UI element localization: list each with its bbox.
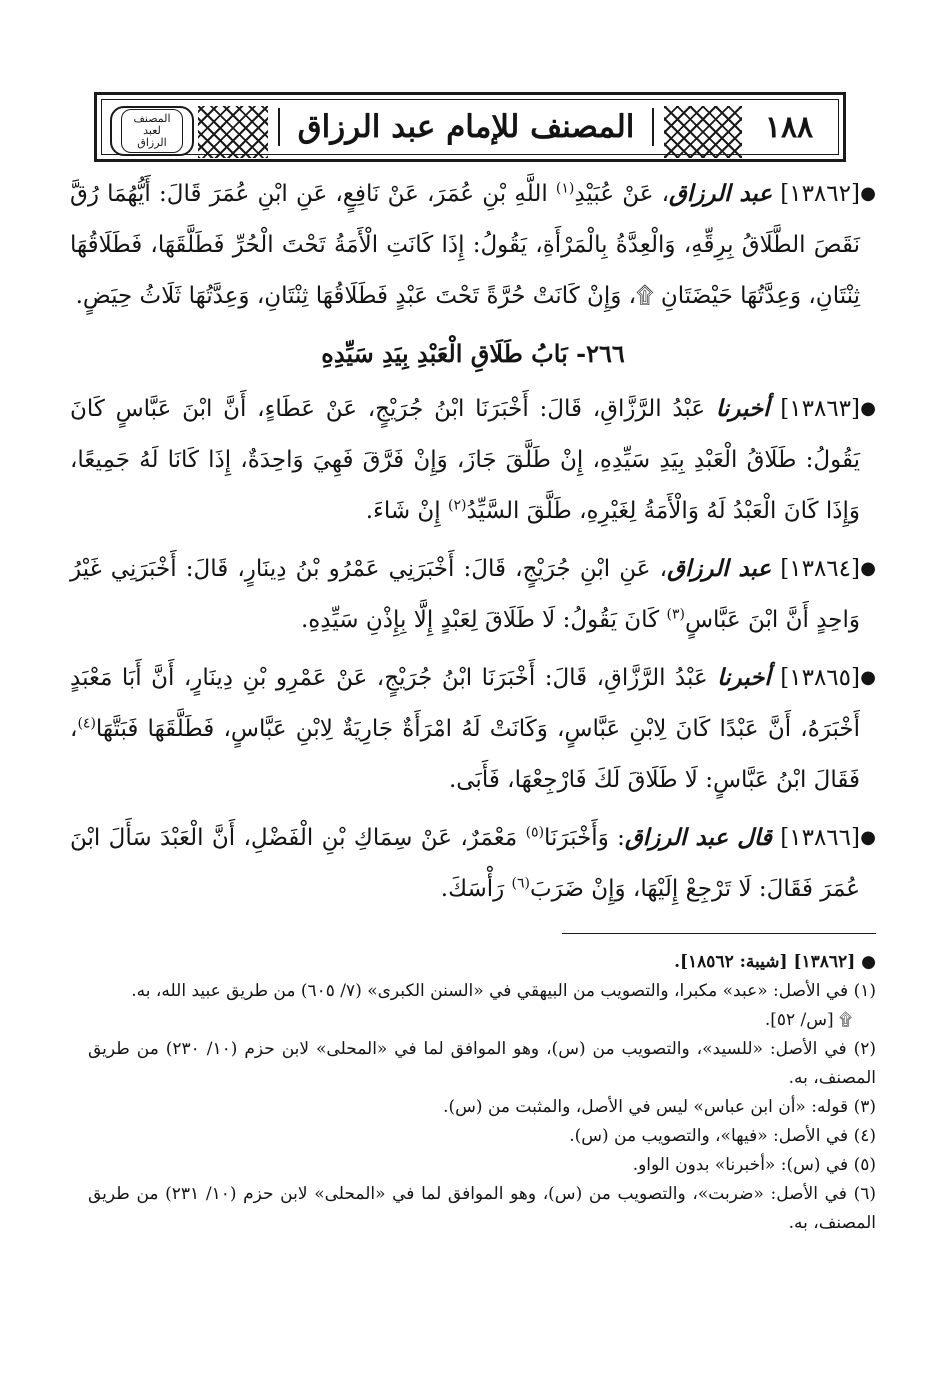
bullet: ● [860, 398, 876, 419]
hadith-13862 [70, 168, 876, 322]
author-name: أخبرنا [717, 664, 771, 691]
ornament-left [198, 106, 268, 158]
footnote-1: (١) في الأصل: «عبد» مكبرا، والتصويب من البيهقي في «السنن الكبرى» (٧/ ٦٠٥) من طريق عبيد الله، به. [131, 981, 876, 1001]
hadith-13865 [70, 652, 876, 806]
footnote-6: (٦) في الأصل: «ضربت»، والتصويب من (س)، وهو الموافق لما في «المحلى» لابن حزم (١٠/ ٢٣١) من طريق المصنف، به. [88, 1184, 876, 1233]
bullet: ● [860, 183, 876, 204]
hadith-text: مَعْمَرٌ، عَنْ سِمَاكِ بْنِ الْفَضْلِ، أَنَّ الْعَبْدَ سَأَلَ ابْنَ عُمَرَ فَقَالَ: لَا تَرْجِعْ إِلَيْهَا، وَإِنْ ضَرَبَ [70, 825, 860, 902]
main-text [70, 168, 876, 921]
seal-inner [121, 109, 183, 153]
footnote-ref: (١) [555, 180, 575, 197]
author-name: عبد الرزاق [667, 555, 772, 582]
bullet: ● [860, 827, 876, 848]
hadith-text: عَبْدُ الرَّزَّاقِ، قَالَ: أَخْبَرَنَا ابْنُ جُرَيْجٍ، عَنْ عَطَاءٍ، أَنَّ ابْنَ عَبَّاسٍ كَانَ يَقُولُ: طَلَاقُ الْعَبْدِ بِيَدِ سَيِّدِهِ، إِنْ طَلَّقَ جَازَ، وَإِنْ فَرَّقَ فَهِيَ وَاحِدَةٌ، إِذَا كَانَا لَهُ جَمِيعًا، وَإِذَا كَانَ الْعَبْدُ لَهُ وَالْأَمَةُ لِغَيْرِهِ، طَلَّقَ السَّيِّدُ [70, 396, 860, 524]
chapter-heading: ٢٦٦- بَابُ طَلَاقِ الْعَبْدِ بِيَدِ سَيِّدِهِ [321, 339, 625, 368]
hadith-text: عَبْدُ الرَّزَّاقِ، قَالَ: أَخْبَرَنَا ابْنُ جُرَيْجٍ، عَنْ عَمْرِو بْنِ دِينَارٍ، أَنَّ أَبَا مَعْبَدٍ أَخْبَرَهُ، أَنَّ عَبْدًا كَانَ لِابْنِ عَبَّاسٍ، وَكَانَتْ لَهُ امْرَأَةٌ جَارِيَةٌ لِابْنِ عَبَّاسٍ، فَطَلَّقَهَا فَبَتَّهَا [70, 665, 860, 742]
page-mark: ۩ [636, 283, 654, 309]
running-title: المصنف للإمام عبد الرزاق [278, 108, 654, 146]
footnote-ref: (٢) [448, 497, 467, 514]
footnote-ref: (٥) [525, 824, 545, 841]
bullet: ● [860, 558, 876, 579]
header-frame [101, 99, 839, 155]
hadith-number: [١٣٨٦٤] [780, 556, 860, 582]
hadith-13864 [70, 543, 876, 646]
footnote-divider [562, 933, 876, 934]
ornament-right [664, 106, 742, 158]
footnote-2: (٢) في الأصل: «للسيد»، والتصويب من (س)، وهو الموافق لما في «المحلى» لابن حزم (١٠/ ٢٣٠) من طريق المصنف، به. [88, 1039, 876, 1088]
hadith-number: [١٣٨٦٢] [780, 181, 860, 207]
author-name: قال عبد الرزاق [624, 824, 772, 851]
hadith-13866 [70, 812, 876, 915]
seal-line-2: لعبد الرزاق [137, 124, 167, 149]
footnote-page-mark: ۩ [س/ ٥٢]. [764, 1010, 852, 1030]
hadith-text: ، وَإِنْ كَانَتْ حُرَّةً تَحْتَ عَبْدٍ فَطَلَاقُهَا ثِنْتَانِ، وَعِدَّتُهَا ثَلَاثُ حِيَضٍ. [75, 283, 637, 309]
hadith-text: ، عَنْ عُبَيْدِ [574, 181, 670, 207]
hadith-text: كَانَ يَقُولُ: لَا طَلَاقَ لِعَبْدٍ إِلَّا بِإِذْنِ سَيِّدِهِ. [300, 607, 660, 633]
page-header [94, 92, 846, 162]
footnote-ref: (٦) [511, 875, 531, 892]
hadith-text: إِنْ شَاءَ. [365, 498, 441, 524]
footnote-4: (٤) في الأصل: «فيها»، والتصويب من (س). [569, 1126, 876, 1146]
hadith-number: [١٣٨٦٦] [780, 825, 860, 851]
footnote-ref: (٣) [666, 606, 685, 623]
hadith-text: ، عَنِ ابْنِ جُرَيْجٍ، قَالَ: أَخْبَرَنِي عَمْرُو بْنُ دِينَارٍ، قَالَ: أَخْبَرَنِي غَيْرُ وَاحِدٍ أَنَّ ابْنَ عَبَّاسٍ [70, 556, 860, 633]
hadith-number: [١٣٨٦٥] [780, 665, 861, 691]
hadith-text: : وَأَخْبَرَنَا [544, 825, 625, 851]
footnote-3: (٣) قوله: «أن ابن عباس» ليس في الأصل، والمثبت من (س). [443, 1097, 876, 1117]
author-name: عبد الرزاق [669, 180, 773, 207]
footnote-5: (٥) في (س): «أخبرنا» بدون الواو. [632, 1155, 876, 1175]
footnote-source: ● [١٣٨٦٢] [شيبة: ١٨٥٦٢]. [674, 952, 876, 972]
author-name: أخبرنا [715, 395, 770, 422]
seal-line-1: المصنف [133, 112, 171, 125]
hadith-13863 [70, 383, 876, 537]
page-number: ١٨٨ [764, 109, 814, 145]
hadith-text: ، فَقَالَ ابْنُ عَبَّاسٍ: لَا طَلَاقَ لَكَ فَارْجِعْهَا، فَأَبَى. [70, 716, 860, 793]
footnote-ref: (٤) [77, 715, 96, 732]
footnotes [88, 948, 876, 1238]
book-seal [110, 106, 194, 156]
bullet: ● [860, 667, 876, 688]
hadith-text: رَأْسَكَ. [440, 876, 505, 902]
footnote-text: [١٣٨٦٢] [شيبة: ١٨٥٦٢]. [674, 952, 856, 972]
hadith-text: اللَّهِ بْنِ عُمَرَ، عَنْ نَافِعٍ، عَنِ ابْنِ عُمَرَ قَالَ: أَيُّهُمَا رُقَّ نَقَصَ الطَّلَاقُ بِرِقِّهِ، وَالْعِدَّةُ بِالْمَرْأَةِ، يَقُولُ: إِذَا كَانَتِ الْأَمَةُ تَحْتَ الْحُرِّ فَطَلَّقَهَا، فَطَلَاقُهَا ثِنْتَانِ، وَعِدَّتُهَا حَيْضَتَانِ [70, 181, 860, 309]
hadith-number: [١٣٨٦٣] [780, 396, 861, 422]
